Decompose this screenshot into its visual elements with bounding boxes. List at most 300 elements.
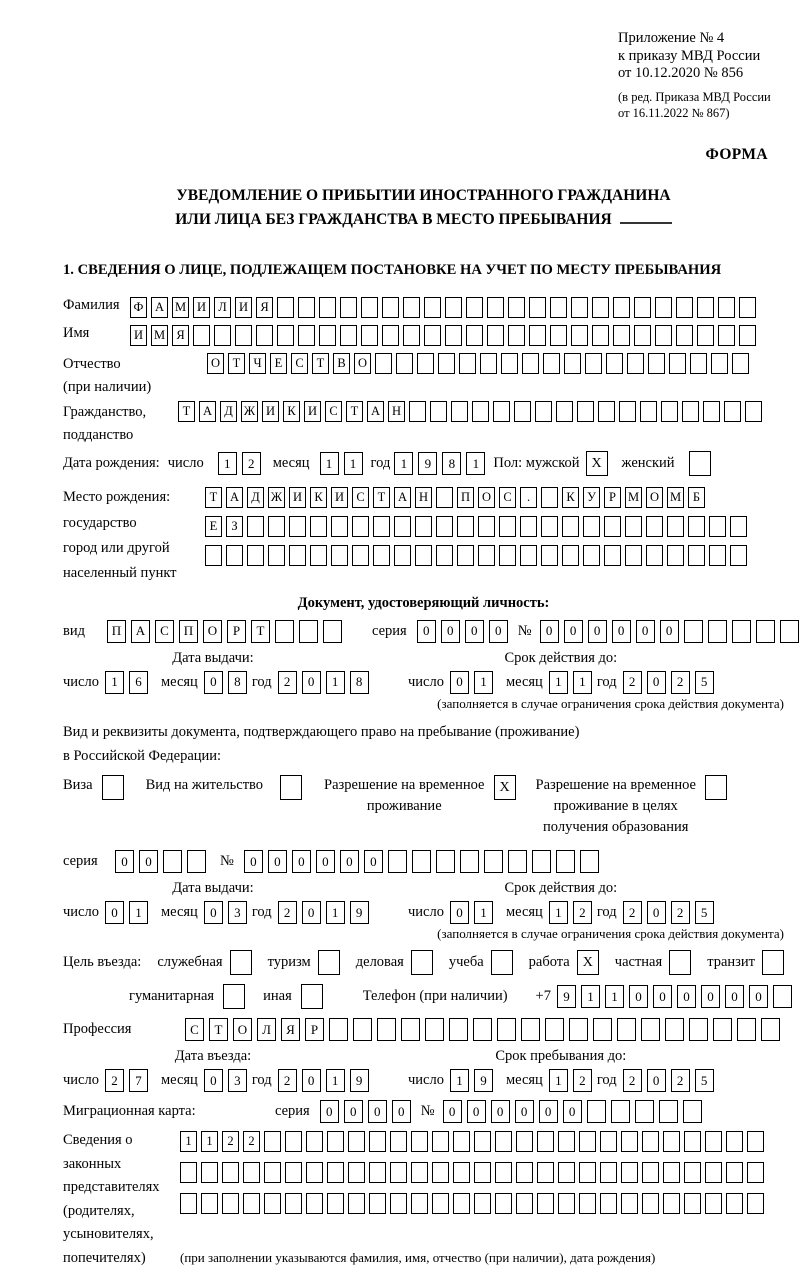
form-cell[interactable] [327, 1193, 344, 1214]
form-cell[interactable] [726, 1193, 743, 1214]
form-cell[interactable] [353, 1018, 372, 1041]
form-cell[interactable]: П [179, 620, 198, 643]
form-cell[interactable]: 0 [677, 985, 696, 1008]
form-cell[interactable] [761, 1018, 780, 1041]
form-cell[interactable]: 0 [465, 620, 484, 643]
form-cell[interactable]: . [520, 487, 537, 508]
form-cell[interactable] [453, 1131, 470, 1152]
form-cell[interactable]: Т [209, 1018, 228, 1041]
form-cell[interactable] [436, 516, 453, 537]
form-cell[interactable]: Я [172, 325, 189, 346]
form-cell[interactable] [558, 1162, 575, 1183]
form-cell[interactable] [617, 1018, 636, 1041]
form-cell[interactable] [718, 297, 735, 318]
form-cell[interactable] [580, 850, 599, 873]
form-cell[interactable]: 0 [368, 1100, 387, 1123]
form-cell[interactable] [659, 1100, 678, 1123]
form-cell[interactable] [634, 297, 651, 318]
form-cell[interactable]: 0 [316, 850, 335, 873]
form-cell[interactable] [243, 1193, 260, 1214]
form-cell[interactable] [445, 325, 462, 346]
form-cell[interactable]: 0 [340, 850, 359, 873]
form-cell[interactable]: 0 [515, 1100, 534, 1123]
form-cell[interactable] [453, 1193, 470, 1214]
form-cell[interactable]: 2 [242, 452, 261, 475]
form-cell[interactable]: 1 [326, 1069, 345, 1092]
form-cell[interactable]: 0 [105, 901, 124, 924]
form-cell[interactable] [718, 325, 735, 346]
form-cell[interactable] [593, 1018, 612, 1041]
form-cell[interactable]: 1 [605, 985, 624, 1008]
form-cell[interactable]: 9 [350, 901, 369, 924]
form-cell[interactable]: 0 [302, 1069, 321, 1092]
form-cell[interactable]: 8 [228, 671, 247, 694]
form-cell[interactable] [625, 516, 642, 537]
form-cell[interactable]: 1 [474, 901, 493, 924]
form-cell[interactable] [373, 516, 390, 537]
form-cell[interactable]: 0 [115, 850, 134, 873]
form-cell[interactable] [739, 297, 756, 318]
form-cell[interactable] [587, 1100, 606, 1123]
form-cell[interactable] [329, 1018, 348, 1041]
form-cell[interactable] [361, 325, 378, 346]
form-cell[interactable] [604, 545, 621, 566]
form-cell[interactable]: Т [312, 353, 329, 374]
form-cell[interactable]: 0 [491, 1100, 510, 1123]
form-cell[interactable] [688, 516, 705, 537]
form-cell[interactable] [516, 1131, 533, 1152]
form-cell[interactable]: 2 [105, 1069, 124, 1092]
form-cell[interactable] [708, 620, 727, 643]
form-cell[interactable] [348, 1131, 365, 1152]
form-cell[interactable] [466, 297, 483, 318]
form-cell[interactable] [642, 1162, 659, 1183]
form-cell[interactable] [667, 516, 684, 537]
form-cell[interactable] [163, 850, 182, 873]
form-cell[interactable] [529, 297, 546, 318]
purpose-transit-checkbox[interactable] [762, 950, 784, 975]
form-cell[interactable] [703, 401, 720, 422]
form-cell[interactable]: З [226, 516, 243, 537]
form-cell[interactable] [369, 1131, 386, 1152]
form-cell[interactable] [466, 325, 483, 346]
form-cell[interactable] [226, 545, 243, 566]
form-cell[interactable]: 2 [573, 1069, 592, 1092]
form-cell[interactable]: О [646, 487, 663, 508]
form-cell[interactable] [457, 545, 474, 566]
form-cell[interactable]: Ф [130, 297, 147, 318]
form-cell[interactable]: Д [247, 487, 264, 508]
form-cell[interactable] [621, 1131, 638, 1152]
form-cell[interactable] [648, 353, 665, 374]
form-cell[interactable]: 0 [749, 985, 768, 1008]
form-cell[interactable] [306, 1131, 323, 1152]
form-cell[interactable] [598, 401, 615, 422]
form-cell[interactable]: С [291, 353, 308, 374]
form-cell[interactable] [264, 1193, 281, 1214]
form-cell[interactable]: 0 [660, 620, 679, 643]
form-cell[interactable] [268, 516, 285, 537]
form-cell[interactable]: 1 [326, 901, 345, 924]
form-cell[interactable] [449, 1018, 468, 1041]
form-cell[interactable] [390, 1162, 407, 1183]
form-cell[interactable]: М [667, 487, 684, 508]
form-cell[interactable] [497, 1018, 516, 1041]
form-cell[interactable]: 6 [129, 671, 148, 694]
form-cell[interactable]: Д [220, 401, 237, 422]
form-cell[interactable] [562, 516, 579, 537]
form-cell[interactable]: 1 [105, 671, 124, 694]
form-cell[interactable] [460, 850, 479, 873]
form-cell[interactable]: И [304, 401, 321, 422]
form-cell[interactable] [688, 545, 705, 566]
form-cell[interactable] [726, 1162, 743, 1183]
form-cell[interactable]: 1 [320, 452, 339, 475]
form-cell[interactable] [621, 1193, 638, 1214]
form-cell[interactable] [689, 1018, 708, 1041]
form-cell[interactable] [484, 850, 503, 873]
form-cell[interactable] [780, 620, 799, 643]
form-cell[interactable] [726, 1131, 743, 1152]
form-cell[interactable] [514, 401, 531, 422]
form-cell[interactable]: 8 [350, 671, 369, 694]
form-cell[interactable]: 1 [201, 1131, 218, 1152]
form-cell[interactable]: С [155, 620, 174, 643]
form-cell[interactable] [564, 353, 581, 374]
form-cell[interactable]: 0 [302, 901, 321, 924]
form-cell[interactable] [556, 401, 573, 422]
form-cell[interactable]: 2 [222, 1131, 239, 1152]
form-cell[interactable] [569, 1018, 588, 1041]
form-cell[interactable] [424, 325, 441, 346]
form-cell[interactable]: 0 [417, 620, 436, 643]
form-cell[interactable] [403, 297, 420, 318]
form-cell[interactable] [436, 487, 453, 508]
form-cell[interactable] [537, 1193, 554, 1214]
form-cell[interactable] [627, 353, 644, 374]
form-cell[interactable]: 0 [647, 1069, 666, 1092]
purpose-private-checkbox[interactable] [669, 950, 691, 975]
form-cell[interactable] [535, 401, 552, 422]
form-cell[interactable] [348, 1162, 365, 1183]
form-cell[interactable]: 0 [539, 1100, 558, 1123]
form-cell[interactable]: П [107, 620, 126, 643]
form-cell[interactable] [390, 1131, 407, 1152]
form-cell[interactable] [180, 1162, 197, 1183]
form-cell[interactable]: 0 [344, 1100, 363, 1123]
form-cell[interactable] [537, 1131, 554, 1152]
form-cell[interactable] [571, 297, 588, 318]
form-cell[interactable] [641, 1018, 660, 1041]
form-cell[interactable]: Я [281, 1018, 300, 1041]
form-cell[interactable]: 0 [588, 620, 607, 643]
form-cell[interactable] [541, 516, 558, 537]
form-cell[interactable]: 1 [466, 452, 485, 475]
form-cell[interactable] [541, 487, 558, 508]
form-cell[interactable] [669, 353, 686, 374]
purpose-other-checkbox[interactable] [301, 984, 323, 1009]
form-cell[interactable]: Ж [268, 487, 285, 508]
form-cell[interactable] [394, 516, 411, 537]
form-cell[interactable]: 2 [671, 671, 690, 694]
form-cell[interactable] [205, 545, 222, 566]
form-cell[interactable] [683, 1100, 702, 1123]
form-cell[interactable]: 1 [581, 985, 600, 1008]
form-cell[interactable]: 0 [450, 671, 469, 694]
form-cell[interactable] [445, 297, 462, 318]
form-cell[interactable] [711, 353, 728, 374]
form-cell[interactable]: С [185, 1018, 204, 1041]
form-cell[interactable] [550, 297, 567, 318]
form-cell[interactable]: И [193, 297, 210, 318]
form-cell[interactable]: Е [270, 353, 287, 374]
form-cell[interactable]: Р [604, 487, 621, 508]
form-cell[interactable]: 0 [204, 1069, 223, 1092]
form-cell[interactable]: 0 [636, 620, 655, 643]
form-cell[interactable]: И [130, 325, 147, 346]
form-cell[interactable] [756, 620, 775, 643]
form-cell[interactable]: Ч [249, 353, 266, 374]
form-cell[interactable]: 8 [442, 452, 461, 475]
form-cell[interactable] [275, 620, 294, 643]
sex-male-checkbox[interactable]: X [586, 451, 608, 476]
form-cell[interactable] [403, 325, 420, 346]
form-cell[interactable] [459, 353, 476, 374]
form-cell[interactable]: О [203, 620, 222, 643]
form-cell[interactable]: 0 [244, 850, 263, 873]
form-cell[interactable]: М [172, 297, 189, 318]
form-cell[interactable]: 0 [629, 985, 648, 1008]
form-cell[interactable]: 2 [623, 901, 642, 924]
form-cell[interactable]: К [310, 487, 327, 508]
form-cell[interactable] [411, 1162, 428, 1183]
form-cell[interactable]: 1 [394, 452, 413, 475]
form-cell[interactable] [243, 1162, 260, 1183]
option-visa-checkbox[interactable] [102, 775, 124, 800]
form-cell[interactable]: А [151, 297, 168, 318]
form-cell[interactable] [323, 620, 342, 643]
form-cell[interactable] [508, 297, 525, 318]
form-cell[interactable] [690, 353, 707, 374]
form-cell[interactable]: В [333, 353, 350, 374]
form-cell[interactable]: Р [305, 1018, 324, 1041]
form-cell[interactable] [340, 297, 357, 318]
form-cell[interactable]: 2 [278, 671, 297, 694]
form-cell[interactable] [747, 1131, 764, 1152]
form-cell[interactable] [520, 545, 537, 566]
form-cell[interactable] [396, 353, 413, 374]
form-cell[interactable] [331, 545, 348, 566]
form-cell[interactable] [487, 297, 504, 318]
form-cell[interactable] [697, 325, 714, 346]
form-cell[interactable]: А [394, 487, 411, 508]
form-cell[interactable]: 0 [320, 1100, 339, 1123]
form-cell[interactable]: Т [205, 487, 222, 508]
form-cell[interactable] [373, 545, 390, 566]
form-cell[interactable] [306, 1193, 323, 1214]
form-cell[interactable] [193, 325, 210, 346]
form-cell[interactable] [264, 1162, 281, 1183]
purpose-tourism-checkbox[interactable] [318, 950, 340, 975]
form-cell[interactable] [676, 325, 693, 346]
form-cell[interactable] [432, 1193, 449, 1214]
form-cell[interactable] [621, 1162, 638, 1183]
form-cell[interactable]: 1 [474, 671, 493, 694]
form-cell[interactable]: 1 [218, 452, 237, 475]
form-cell[interactable]: 0 [364, 850, 383, 873]
form-cell[interactable] [187, 850, 206, 873]
form-cell[interactable] [541, 545, 558, 566]
form-cell[interactable] [730, 516, 747, 537]
form-cell[interactable] [634, 325, 651, 346]
form-cell[interactable]: И [262, 401, 279, 422]
form-cell[interactable]: 2 [671, 1069, 690, 1092]
form-cell[interactable]: П [457, 487, 474, 508]
form-cell[interactable]: 2 [671, 901, 690, 924]
form-cell[interactable] [558, 1193, 575, 1214]
form-cell[interactable] [411, 1131, 428, 1152]
form-cell[interactable]: 5 [695, 901, 714, 924]
form-cell[interactable]: 0 [540, 620, 559, 643]
form-cell[interactable]: Т [251, 620, 270, 643]
form-cell[interactable] [522, 353, 539, 374]
form-cell[interactable] [499, 516, 516, 537]
form-cell[interactable] [537, 1162, 554, 1183]
form-cell[interactable]: О [354, 353, 371, 374]
form-cell[interactable] [474, 1162, 491, 1183]
form-cell[interactable] [493, 401, 510, 422]
form-cell[interactable] [457, 516, 474, 537]
form-cell[interactable] [600, 1162, 617, 1183]
form-cell[interactable] [331, 516, 348, 537]
form-cell[interactable]: 0 [467, 1100, 486, 1123]
form-cell[interactable] [520, 516, 537, 537]
form-cell[interactable] [487, 325, 504, 346]
form-cell[interactable]: А [199, 401, 216, 422]
form-cell[interactable] [430, 401, 447, 422]
form-cell[interactable]: Л [214, 297, 231, 318]
form-cell[interactable]: 7 [129, 1069, 148, 1092]
form-cell[interactable] [583, 516, 600, 537]
form-cell[interactable] [277, 325, 294, 346]
form-cell[interactable] [298, 297, 315, 318]
form-cell[interactable] [436, 850, 455, 873]
form-cell[interactable] [684, 1131, 701, 1152]
form-cell[interactable] [235, 325, 252, 346]
form-cell[interactable]: И [289, 487, 306, 508]
form-cell[interactable]: О [233, 1018, 252, 1041]
form-cell[interactable] [709, 516, 726, 537]
form-cell[interactable]: Я [256, 297, 273, 318]
form-cell[interactable]: 1 [450, 1069, 469, 1092]
form-cell[interactable]: Л [257, 1018, 276, 1041]
form-cell[interactable]: 0 [647, 671, 666, 694]
form-cell[interactable] [394, 545, 411, 566]
form-cell[interactable] [571, 325, 588, 346]
form-cell[interactable]: И [331, 487, 348, 508]
form-cell[interactable] [247, 545, 264, 566]
form-cell[interactable] [508, 850, 527, 873]
form-cell[interactable]: 0 [450, 901, 469, 924]
form-cell[interactable]: 2 [278, 901, 297, 924]
form-cell[interactable] [655, 297, 672, 318]
form-cell[interactable]: 0 [392, 1100, 411, 1123]
form-cell[interactable]: С [499, 487, 516, 508]
purpose-study-checkbox[interactable] [491, 950, 513, 975]
form-cell[interactable] [684, 620, 703, 643]
form-cell[interactable] [663, 1131, 680, 1152]
form-cell[interactable]: М [625, 487, 642, 508]
purpose-work-checkbox[interactable]: X [577, 950, 599, 975]
form-cell[interactable] [747, 1162, 764, 1183]
form-cell[interactable] [495, 1131, 512, 1152]
form-cell[interactable]: 0 [139, 850, 158, 873]
form-cell[interactable] [501, 353, 518, 374]
form-cell[interactable] [619, 401, 636, 422]
form-cell[interactable]: 0 [647, 901, 666, 924]
form-cell[interactable]: 0 [441, 620, 460, 643]
form-cell[interactable]: 5 [695, 671, 714, 694]
form-cell[interactable]: 9 [418, 452, 437, 475]
form-cell[interactable] [299, 620, 318, 643]
form-cell[interactable]: 1 [549, 1069, 568, 1092]
form-cell[interactable] [438, 353, 455, 374]
form-cell[interactable] [663, 1162, 680, 1183]
option-temp-residence-checkbox[interactable]: X [494, 775, 516, 800]
form-cell[interactable] [478, 516, 495, 537]
form-cell[interactable] [268, 545, 285, 566]
form-cell[interactable] [327, 1131, 344, 1152]
form-cell[interactable]: 0 [563, 1100, 582, 1123]
form-cell[interactable]: 1 [344, 452, 363, 475]
form-cell[interactable]: 0 [653, 985, 672, 1008]
form-cell[interactable] [388, 850, 407, 873]
form-cell[interactable]: 1 [326, 671, 345, 694]
form-cell[interactable] [747, 1193, 764, 1214]
form-cell[interactable] [352, 545, 369, 566]
form-cell[interactable]: К [562, 487, 579, 508]
form-cell[interactable] [545, 1018, 564, 1041]
form-cell[interactable] [480, 353, 497, 374]
form-cell[interactable] [473, 1018, 492, 1041]
form-cell[interactable] [558, 1131, 575, 1152]
form-cell[interactable] [642, 1193, 659, 1214]
form-cell[interactable] [285, 1131, 302, 1152]
form-cell[interactable] [611, 1100, 630, 1123]
form-cell[interactable]: Ж [241, 401, 258, 422]
form-cell[interactable] [375, 353, 392, 374]
form-cell[interactable] [600, 1193, 617, 1214]
form-cell[interactable]: Н [415, 487, 432, 508]
form-cell[interactable] [352, 516, 369, 537]
form-cell[interactable] [495, 1162, 512, 1183]
form-cell[interactable] [543, 353, 560, 374]
form-cell[interactable] [451, 401, 468, 422]
form-cell[interactable] [382, 325, 399, 346]
form-cell[interactable]: Б [688, 487, 705, 508]
form-cell[interactable] [579, 1131, 596, 1152]
form-cell[interactable] [508, 325, 525, 346]
form-cell[interactable] [625, 545, 642, 566]
form-cell[interactable]: К [283, 401, 300, 422]
form-cell[interactable] [412, 850, 431, 873]
form-cell[interactable]: О [207, 353, 224, 374]
form-cell[interactable] [319, 325, 336, 346]
form-cell[interactable]: 2 [573, 901, 592, 924]
form-cell[interactable] [745, 401, 762, 422]
form-cell[interactable] [773, 985, 792, 1008]
option-residence-permit-checkbox[interactable] [280, 775, 302, 800]
